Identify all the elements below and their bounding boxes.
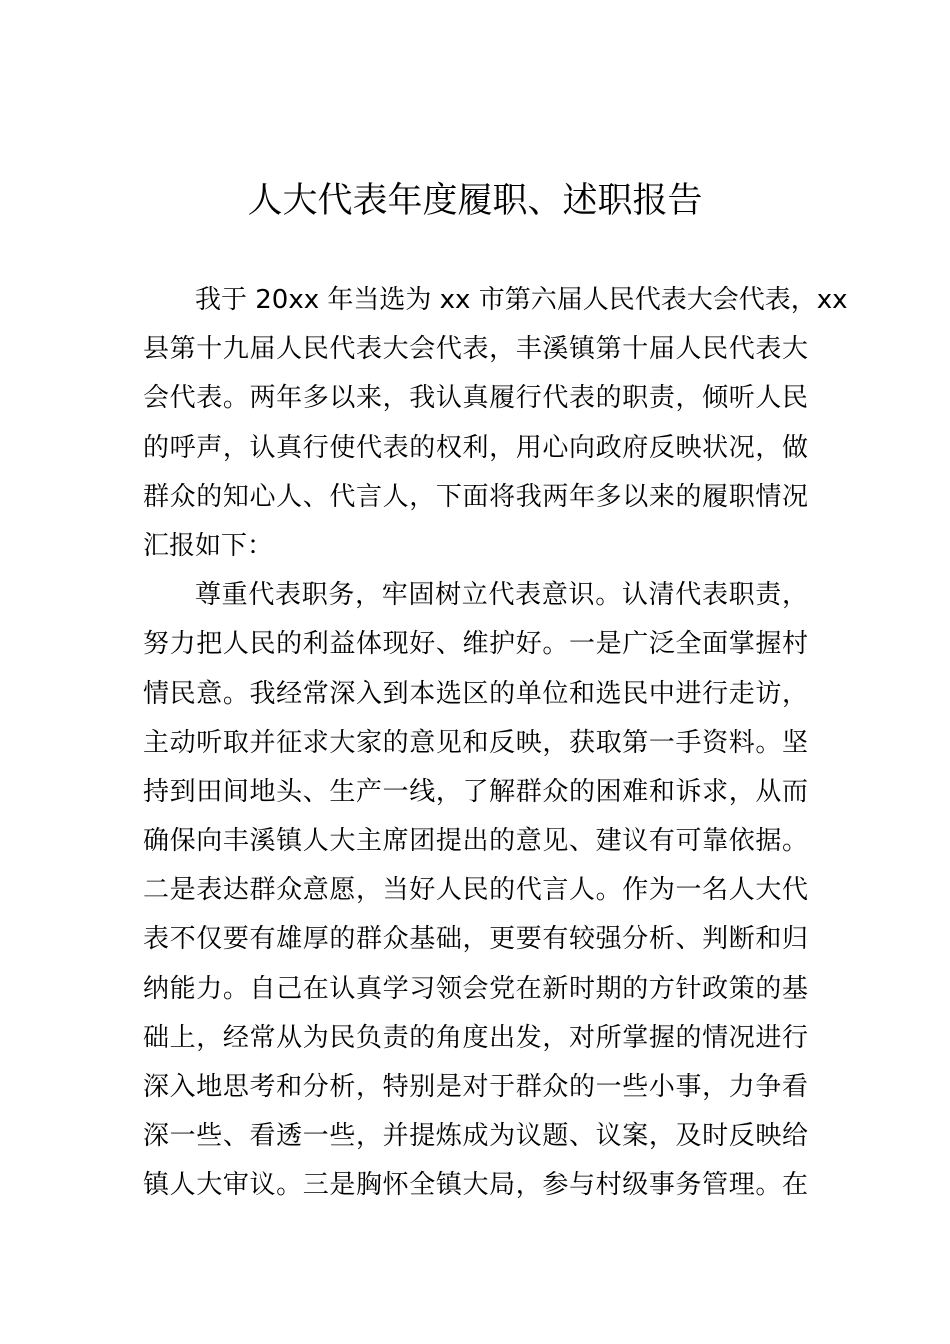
document-title: 人大代表年度履职、述职报告 <box>247 181 703 221</box>
paragraph-2-line: 持到田间地头、生产一线，了解群众的困难和诉求，从而 <box>143 776 808 807</box>
paragraph-2-line: 表不仅要有雄厚的群众基础，更要有较强分析、判断和归 <box>143 924 808 955</box>
paragraph-1-line: 汇报如下： <box>143 530 274 561</box>
paragraph-2-line: 尊重代表职务，牢固树立代表意识。认清代表职责， <box>195 580 808 611</box>
paragraph-2-line: 情民意。我经常深入到本选区的单位和选民中进行走访， <box>143 678 808 709</box>
paragraph-2-line: 镇人大审议。三是胸怀全镇大局，参与村级事务管理。在 <box>143 1170 808 1201</box>
paragraph-1-line: 县第十九届人民代表大会代表，丰溪镇第十届人民代表大 <box>143 334 808 365</box>
paragraph-2-line: 础上，经常从为民负责的角度出发，对所掌握的情况进行 <box>143 1022 808 1053</box>
paragraph-2-line: 二是表达群众意愿，当好人民的代言人。作为一名人大代 <box>143 875 808 906</box>
paragraph-2-line: 深入地思考和分析，特别是对于群众的一些小事，力争看 <box>143 1072 808 1102</box>
paragraph-2-line: 努力把人民的利益体现好、维护好。一是广泛全面掌握村 <box>143 629 808 660</box>
paragraph-2-line: 确保向丰溪镇人大主席团提出的意见、建议有可靠依据。 <box>143 826 808 857</box>
paragraph-1-line: 群众的知心人、代言人，下面将我两年多以来的履职情况 <box>143 481 808 512</box>
paragraph-1-line: 的呼声，认真行使代表的权利，用心向政府反映状况，做 <box>143 432 808 463</box>
paragraph-1-line: 我于 20xx 年当选为 xx 市第六届人民代表大会代表，xx <box>195 285 848 315</box>
paragraph-1-line: 会代表。两年多以来，我认真履行代表的职责，倾听人民 <box>143 383 808 414</box>
paragraph-2-line: 纳能力。自己在认真学习领会党在新时期的方针政策的基 <box>143 973 808 1004</box>
paragraph-2-line: 深一些、看透一些，并提炼成为议题、议案，及时反映给 <box>143 1121 808 1152</box>
paragraph-2-line: 主动听取并征求大家的意见和反映，获取第一手资料。坚 <box>143 727 808 758</box>
document-body <box>143 276 848 1211</box>
